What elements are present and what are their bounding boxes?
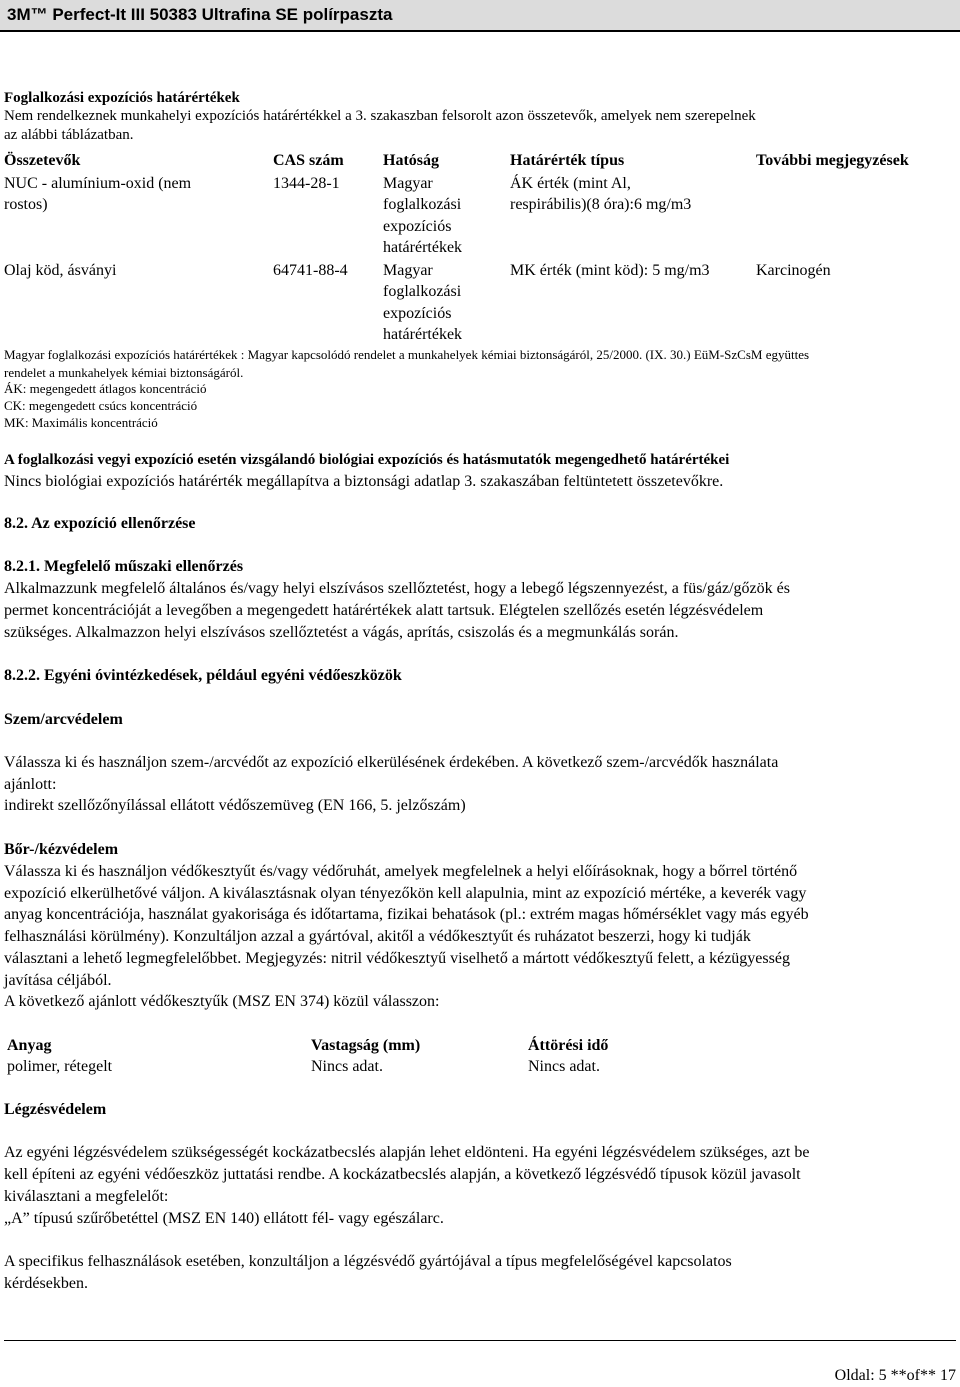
col-header-component: Összetevők [4,152,81,169]
col-header-notes: További megjegyzések [756,152,909,169]
row2-notes: Karcinogén [756,262,831,279]
glove-col-header-thickness: Vastagság (mm) [311,1037,421,1054]
glove-col-header-material: Anyag [7,1037,52,1054]
skin-line7: A következő ajánlott védőkesztyűk (MSZ EN 374) közül válasszon: [4,993,440,1010]
respiratory-heading: Légzésvédelem [4,1101,107,1118]
table-note-line4: CK: megengedett csúcs koncentráció [4,398,198,413]
occupational-heading: Foglalkozási expozíciós határértékek [4,90,240,106]
respiratory-line6: kérdésekben. [4,1275,88,1292]
row1-authority-line3: expozíciós [383,218,452,235]
eye-line1: Válassza ki és használjon szem-/arcvédőt az expozíció elkerülésének érdekében. A következő szem-/arcvédők használata [4,754,779,771]
row2-authority-line1: Magyar [383,262,433,279]
biological-text: Nincs biológiai expozíciós határérték megállapítva a biztonsági adatlap 3. szakaszában feltüntetett összetevőkre. [4,473,724,490]
respiratory-line2: kell építeni az egyéni védőeszköz juttatási rendbe. A kockázatbecslés alapján, a következő légzésvédő típusok közül javasolt [4,1166,801,1183]
skin-line2: expozíció elkerülhetővé váljon. A kiválasztásnak olyan tényezőkön kell alapulnia, mint az expozíció mértéke, a keverék vagy [4,885,807,902]
occupational-intro-line2: az alábbi táblázatban. [4,127,134,143]
section-8-2-1-line3: szükséges. Alkalmazzon helyi elszívásos szellőztetést a vágás, aprítás, csiszolás és a megmunkálás során. [4,624,679,641]
table-note-line1: Magyar foglalkozási expozíciós határértékek : Magyar kapcsolódó rendelet a munkahelyek kémiai biztonságáról, 25/2000. (IX. 30.) EüM-SzCsM együttes [4,347,810,362]
row2-authority-line3: expozíciós [383,305,452,322]
respiratory-line3: kiválasztani a megfelelőt: [4,1188,169,1205]
row1-component-line1: NUC - alumínium-oxid (nem [4,175,192,192]
table-note-line2: rendelet a munkahelyek kémiai biztonságáról. [4,365,244,380]
section-8-2-heading: 8.2. Az expozíció ellenőrzése [4,515,196,532]
document-header-bar [0,0,960,32]
section-8-2-1-heading: 8.2.1. Megfelelő műszaki ellenőrzés [4,558,244,575]
eye-heading: Szem/arcvédelem [4,711,123,728]
section-8-2-1-line1: Alkalmazzunk megfelelő általános és/vagy helyi elszívásos szellőztetést, hogy a lebegő légszennyezést, a füs/gáz/gőzök és [4,580,790,597]
row1-authority-line2: foglalkozási [383,196,462,213]
page-number: Oldal: 5 **of** 17 [834,1367,956,1384]
skin-line5: választani a lehető legmegfelelőbbet. Megjegyzés: nitril védőkesztyű viselhető a mártott védőkesztyű felett, a kézügyesség [4,950,790,967]
skin-heading: Bőr-/kézvédelem [4,841,119,858]
respiratory-line5: A specifikus felhasználások esetében, konzultáljon a légzésvédő gyártójával a típus megfelelőségével kapcsolatos [4,1253,732,1270]
respiratory-line4: „A” típusú szűrőbetéttel (MSZ EN 140) ellátott fél- vagy egészálarc. [4,1210,444,1227]
glove-col-header-breakthrough: Áttörési idő [528,1037,609,1054]
occupational-intro-line1: Nem rendelkeznek munkahelyi expozíciós határértékkel a 3. szakaszban felsorolt azon összetevők, amelyek nem szerepelnek [4,108,756,124]
row1-limit-line2: respirábilis)(8 óra):6 mg/m3 [510,196,692,213]
col-header-cas: CAS szám [273,152,344,169]
skin-line3: anyag koncentrációja, használat gyakorisága és időtartama, fizikai behatások (pl.: extrém magas hőmérséklet vagy más egyéb [4,906,809,923]
row2-cas: 64741-88-4 [273,262,348,279]
glove-row-breakthrough: Nincs adat. [528,1058,600,1075]
footer-divider [4,1340,956,1341]
row2-authority-line4: határértékek [383,326,463,343]
eye-line3: indirekt szellőzőnyílással ellátott védőszemüveg (EN 166, 5. jelzőszám) [4,797,466,814]
skin-line1: Válassza ki és használjon védőkesztyűt és/vagy védőruhát, amelyek megfelelnek a helyi előírásoknak, hogy a bőrrel történő [4,863,798,880]
row1-component-line2: rostos) [4,196,48,213]
document-title: 3M™ Perfect-It III 50383 Ultrafina SE polírpaszta [7,5,393,24]
col-header-authority: Hatóság [383,152,439,169]
skin-line6: javítása céljából. [4,972,112,989]
row2-authority-line2: foglalkozási [383,283,462,300]
row2-limit: MK érték (mint köd): 5 mg/m3 [510,262,710,279]
biological-heading: A foglalkozási vegyi expozíció esetén vizsgálandó biológiai expozíciós és hatásmutatók megengedhető határértékei [4,452,730,468]
row1-authority-line4: határértékek [383,239,463,256]
section-8-2-2-heading: 8.2.2. Egyéni óvintézkedések, például egyéni védőeszközök [4,667,402,684]
row1-cas: 1344-28-1 [273,175,340,192]
glove-row-thickness: Nincs adat. [311,1058,383,1075]
row1-authority-line1: Magyar [383,175,433,192]
eye-line2: ajánlott: [4,776,57,793]
table-note-line5: MK: Maximális koncentráció [4,415,158,430]
row1-limit-line1: ÁK érték (mint Al, [510,175,631,192]
col-header-limit-type: Határérték típus [510,152,625,169]
skin-line4: felhasználási körülmény). Konzultáljon azzal a gyártóval, akitől a védőkesztyűt és ruházatot beszerzi, hogy ki tudják [4,928,751,945]
glove-row-material: polimer, rétegelt [7,1058,113,1075]
row2-component: Olaj köd, ásványi [4,262,117,279]
section-8-2-1-line2: permet koncentrációját a levegőben a megengedett határértékek alatt tartsuk. Elégtelen szellőzés esetén légzésvédelem [4,602,764,619]
table-note-line3: ÁK: megengedett átlagos koncentráció [4,381,207,396]
respiratory-line1: Az egyéni légzésvédelem szükségességét kockázatbecslés alapján lehet eldönteni. Ha egyéni légzésvédelem szükséges, azt be [4,1144,810,1161]
